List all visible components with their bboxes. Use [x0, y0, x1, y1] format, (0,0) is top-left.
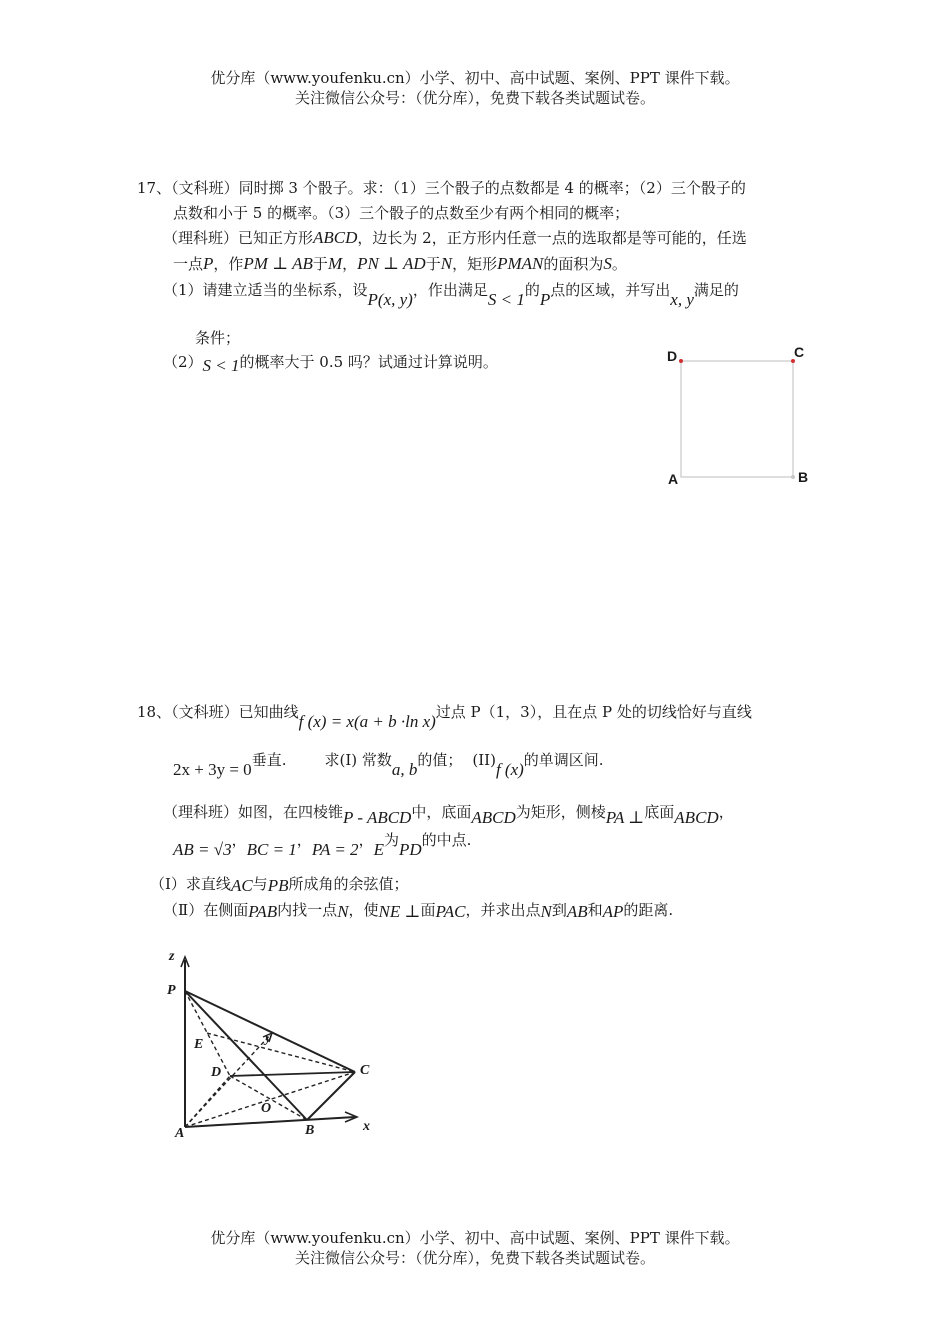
- q18-part-1: （Ⅰ）求直线AC与PB所成角的余弦值；: [150, 875, 409, 895]
- point-d-dot: [679, 359, 683, 363]
- edge-dc: [230, 1072, 355, 1076]
- fig-label-y: y: [265, 1031, 272, 1046]
- label-c: C: [794, 344, 805, 360]
- point-b-dot: [791, 475, 795, 479]
- q17-wen-line-2: 点数和小于 5 的概率。（3）三个骰子的点数至少有两个相同的概率；: [173, 204, 630, 222]
- q17-part-1-condition: 条件；: [195, 329, 241, 347]
- q17-number: 17、: [137, 179, 172, 197]
- q18-wen-line-2: 2x + 3y = 0垂直. 求(I) 常数a, b的值； (II)f (x)的单调区间.: [173, 751, 604, 779]
- header-line-1: 优分库（www.youfenku.cn）小学、初中、高中试题、案例、PPT 课件下载。: [210, 69, 740, 87]
- q17-part-1: （1）请建立适当的坐标系，设P(x, y)，作出满足S < 1的P点的区域，并写出x, y满足的: [163, 281, 739, 309]
- q18-wen-line-1: 18、（文科班）已知曲线f (x) = x(a + b ·ln x)过点 P（1，3），且在点 P 处的切线恰好与直线: [137, 703, 752, 731]
- q17-li-line-1: （理科班）已知正方形ABCD，边长为 2，正方形内任意一点的选取都是等可能的，任选: [163, 228, 747, 247]
- label-d: D: [667, 348, 678, 364]
- edge-pb: [185, 991, 307, 1120]
- edge-ec: [207, 1033, 355, 1072]
- fig-label-d: D: [211, 1065, 222, 1080]
- fig-label-a: A: [175, 1126, 185, 1141]
- square-diagram: [660, 340, 820, 490]
- q18-li-line-2: AB = √3，BC = 1，PA = 2，E为PD的中点.: [173, 831, 472, 859]
- fig-label-e: E: [194, 1037, 204, 1052]
- fig-label-o: O: [261, 1101, 272, 1116]
- fig-label-p: P: [167, 983, 176, 998]
- label-a: A: [668, 471, 679, 487]
- fig-label-x: x: [363, 1119, 370, 1134]
- pyramid-figure: [155, 945, 385, 1145]
- q18-part-2: （Ⅱ）在侧面PAB内找一点N，使NE ⊥面PAC，并求出点N到AB和AP的距离.: [163, 901, 674, 921]
- footer-line-1: 优分库（www.youfenku.cn）小学、初中、高中试题、案例、PPT 课件下载。: [210, 1229, 740, 1247]
- q17-part-2: （2）S < 1的概率大于 0.5 吗？试通过计算说明。: [163, 353, 498, 375]
- fig-label-c: C: [360, 1063, 370, 1078]
- q18-number: 18、: [137, 703, 172, 721]
- fig-label-b: B: [305, 1123, 315, 1138]
- q18-li-line-1: （理科班）如图，在四棱锥P - ABCD中，底面ABCD为矩形，侧棱PA ⊥底面ABCD，: [163, 803, 734, 827]
- label-b: B: [798, 469, 809, 485]
- q17-wen-line-1: 17、（文科班）同时掷 3 个骰子。求：（1）三个骰子的点数都是 4 的概率；（2）三个骰子的: [137, 179, 746, 197]
- x-axis: [185, 1117, 355, 1127]
- q17-li-line-2: 一点P，作PM ⊥ AB于M，PN ⊥ AD于N，矩形PMAN的面积为S。: [173, 254, 627, 273]
- square-figure: [660, 340, 820, 490]
- square-edges: [681, 361, 793, 477]
- header-line-2: 关注微信公众号：（优分库），免费下载各类试题试卷。: [294, 89, 655, 107]
- footer-line-2: 关注微信公众号：（优分库），免费下载各类试题试卷。: [294, 1249, 655, 1267]
- fig-label-z: z: [169, 949, 175, 964]
